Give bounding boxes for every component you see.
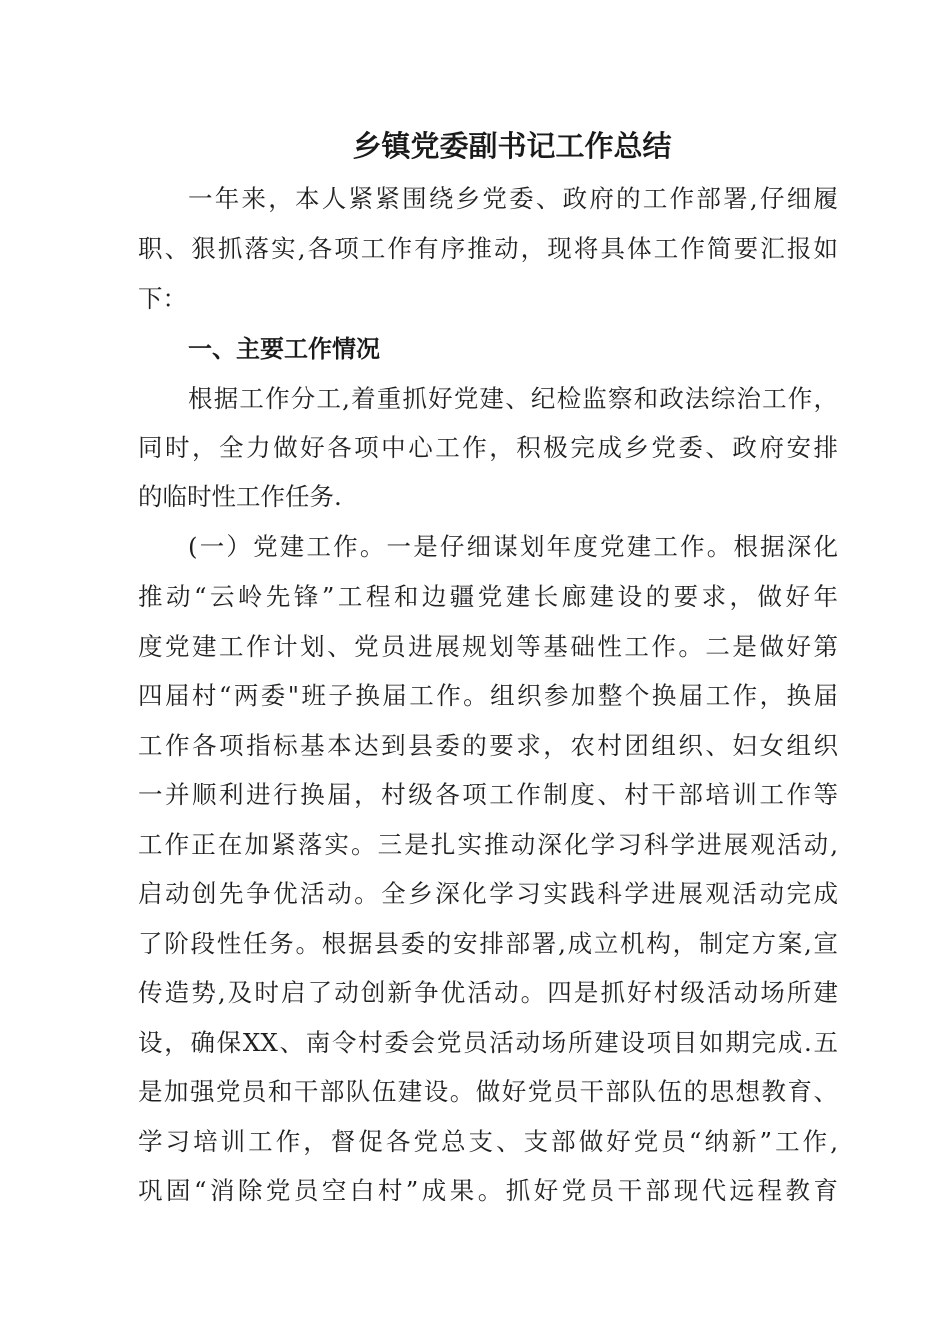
party-building-line: 四届村“两委"班子换届工作。组织参加整个换届工作，换届	[138, 681, 838, 710]
party-building-line: (一）党建工作。一是仔细谋划年度党建工作。根据深化	[188, 532, 838, 561]
party-building-line: 是加强党员和干部队伍建设。做好党员干部队伍的思想教育、	[138, 1077, 838, 1106]
party-building-line: 传造势,及时启了动创新争优活动。四是抓好村级活动场所建	[138, 978, 838, 1007]
party-building-line: 设，确保XX、南令村委会党员活动场所建设项目如期完成.五	[138, 1028, 838, 1057]
intro-line: 职、狠抓落实,各项工作有序推动，现将具体工作简要汇报如	[138, 234, 838, 263]
intro-line: 一年来，本人紧紧围绕乡党委、政府的工作部署,仔细履	[188, 184, 838, 213]
section1-line: 的临时性工作任务.	[138, 482, 342, 511]
party-building-line: 了阶段性任务。根据县委的安排部署,成立机构，制定方案,宣	[138, 929, 838, 958]
intro-line: 下：	[138, 284, 187, 313]
party-building-line: 启动创先争优活动。全乡深化学习实践科学进展观活动完成	[138, 879, 838, 908]
party-building-line: 一并顺利进行换届，村级各项工作制度、村干部培训工作等	[138, 780, 838, 809]
party-building-line: 工作各项指标基本达到县委的要求，农村团组织、妇女组织	[138, 731, 838, 760]
party-building-line: 度党建工作计划、党员进展规划等基础性工作。二是做好第	[138, 632, 838, 661]
section1-line: 同时，全力做好各项中心工作，积极完成乡党委、政府安排	[138, 433, 838, 462]
party-building-line: 巩固“消除党员空白村”成果。抓好党员干部现代远程教育	[138, 1176, 838, 1205]
party-building-line: 学习培训工作，督促各党总支、支部做好党员“纳新”工作,	[138, 1127, 838, 1156]
document-title: 乡镇党委副书记工作总结	[352, 129, 672, 163]
section1-line: 根据工作分工,着重抓好党建、纪检监察和政法综治工作，	[188, 384, 838, 413]
party-building-line: 推动“云岭先锋”工程和边疆党建长廊建设的要求，做好年	[138, 582, 838, 611]
party-building-line: 工作正在加紧落实。三是扎实推动深化学习科学进展观活动,	[138, 830, 838, 859]
section-heading: 一、主要工作情况	[188, 335, 380, 363]
